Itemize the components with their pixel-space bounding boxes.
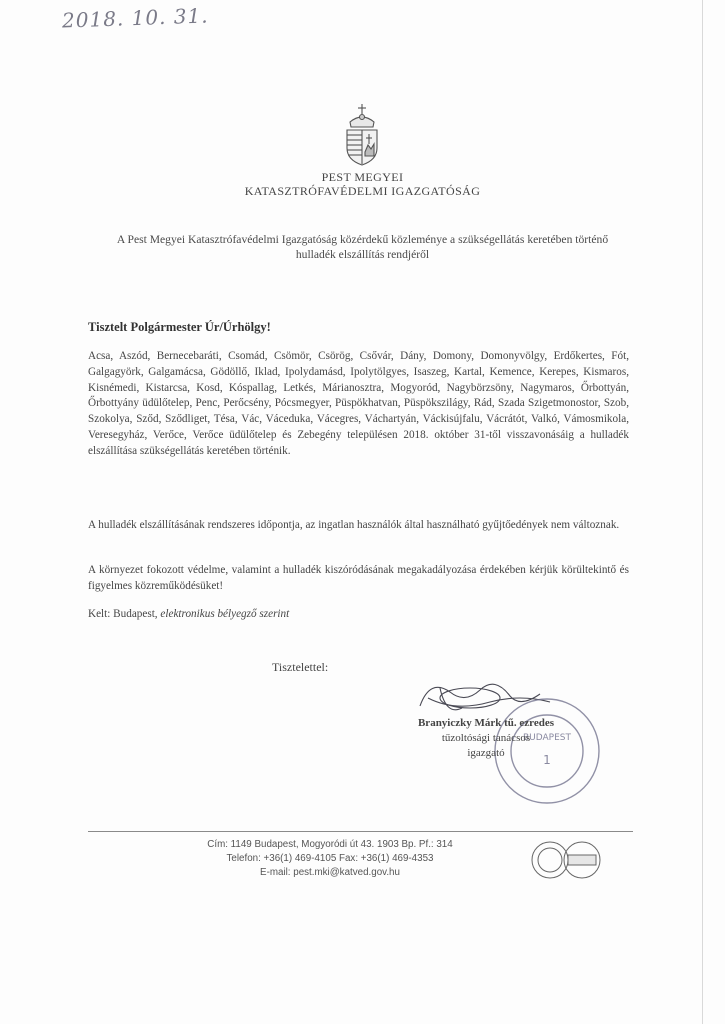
handwritten-date-note: 2018. 10. 31. (61, 3, 209, 33)
page-edge (702, 0, 703, 1024)
org-name-line1: PEST MEGYEI (321, 170, 404, 184)
place-date-stamp-note: elektronikus bélyegző szerint (160, 608, 290, 620)
stamp-text-city: BUDAPEST (522, 733, 572, 743)
paragraph-schedule: A hulladék elszállításának rendszeres időpontja, az ingatlan használók által használható gyűjtőedények nem változnak. (88, 519, 620, 531)
signer-title: tűzoltósági tanácsos (441, 732, 531, 744)
footer-divider (88, 831, 633, 832)
coat-of-arms-icon (339, 100, 385, 168)
footer-phone: Telefon: +36(1) 469-4105 Fax: +36(1) 469-4353 (226, 853, 434, 864)
closing-greeting: Tisztelettel: (272, 660, 329, 674)
footer-email: E-mail: pest.mki@katved.gov.hu (260, 867, 400, 878)
subject-line: A Pest Megyei Katasztrófavédelmi Igazgatóság közérdekű közleménye a szükségellátás keretében történő hulladék elszállítás rendjéről (116, 233, 609, 261)
signer-name: Branyiczky Márk tű. ezredes (417, 717, 555, 729)
place-date-line (88, 607, 629, 623)
stamp-number: 1 (543, 753, 551, 767)
footer-address: Cím: 1149 Budapest, Mogyoródi út 43. 1903 Bp. Pf.: 314 (207, 839, 453, 850)
signer-block (396, 716, 576, 761)
certification-logos (520, 838, 610, 882)
signer-role: igazgató (467, 747, 505, 759)
org-name-line2: KATASZTRÓFAVÉDELMI IGAZGATÓSÁG (244, 184, 481, 198)
place-date-prefix: Kelt: Budapest, (88, 608, 161, 620)
paragraph-municipalities: Acsa, Aszód, Bernecebaráti, Csomád, Csömör, Csörög, Csővár, Dány, Domony, Domonyvölgy, Erdőkertes, Fót, Galgagyörk, Galgamácsa, Gödöllő, Iklad, Ipolydamásd, Ipolytölgyes, Isaszeg, Kartal, Kemence, Kerepes, Kismaros, Kisnémedi, Kistarcsa, Kosd, Kóspallag, Letkés, Márianosztra, Mogyoród, Nagybörzsöny, Nagymaros, Őrbottyán, Őrbottyány üdülőtelep, Penc, Perőcsény, Pócsmegyer, Püspökhatvan, Püspökszilágy, Rád, Szada Szigetmonostor, Szob, Szokolya, Sződ, Sződliget, Tésa, Vác, Váceduka, Vácegres, Váchartyán, Váckisújfalu, Vácrátót, Valkó, Vámosmikola, Veresegyház, Verőce, Verőce üdülőtelep és Zebegény településen 2018. október 31-től visszavonásáig a hulladék elszállítása szükségellátás keretében történik. (88, 350, 629, 457)
salutation: Tisztelt Polgármester Úr/Úrhölgy! (88, 320, 271, 334)
paragraph-request: A környezet fokozott védelme, valamint a hulladék kiszóródásának megakadályozása érdekében kérjük körültekintő és figyelmes közreműködésüket! (88, 564, 629, 592)
